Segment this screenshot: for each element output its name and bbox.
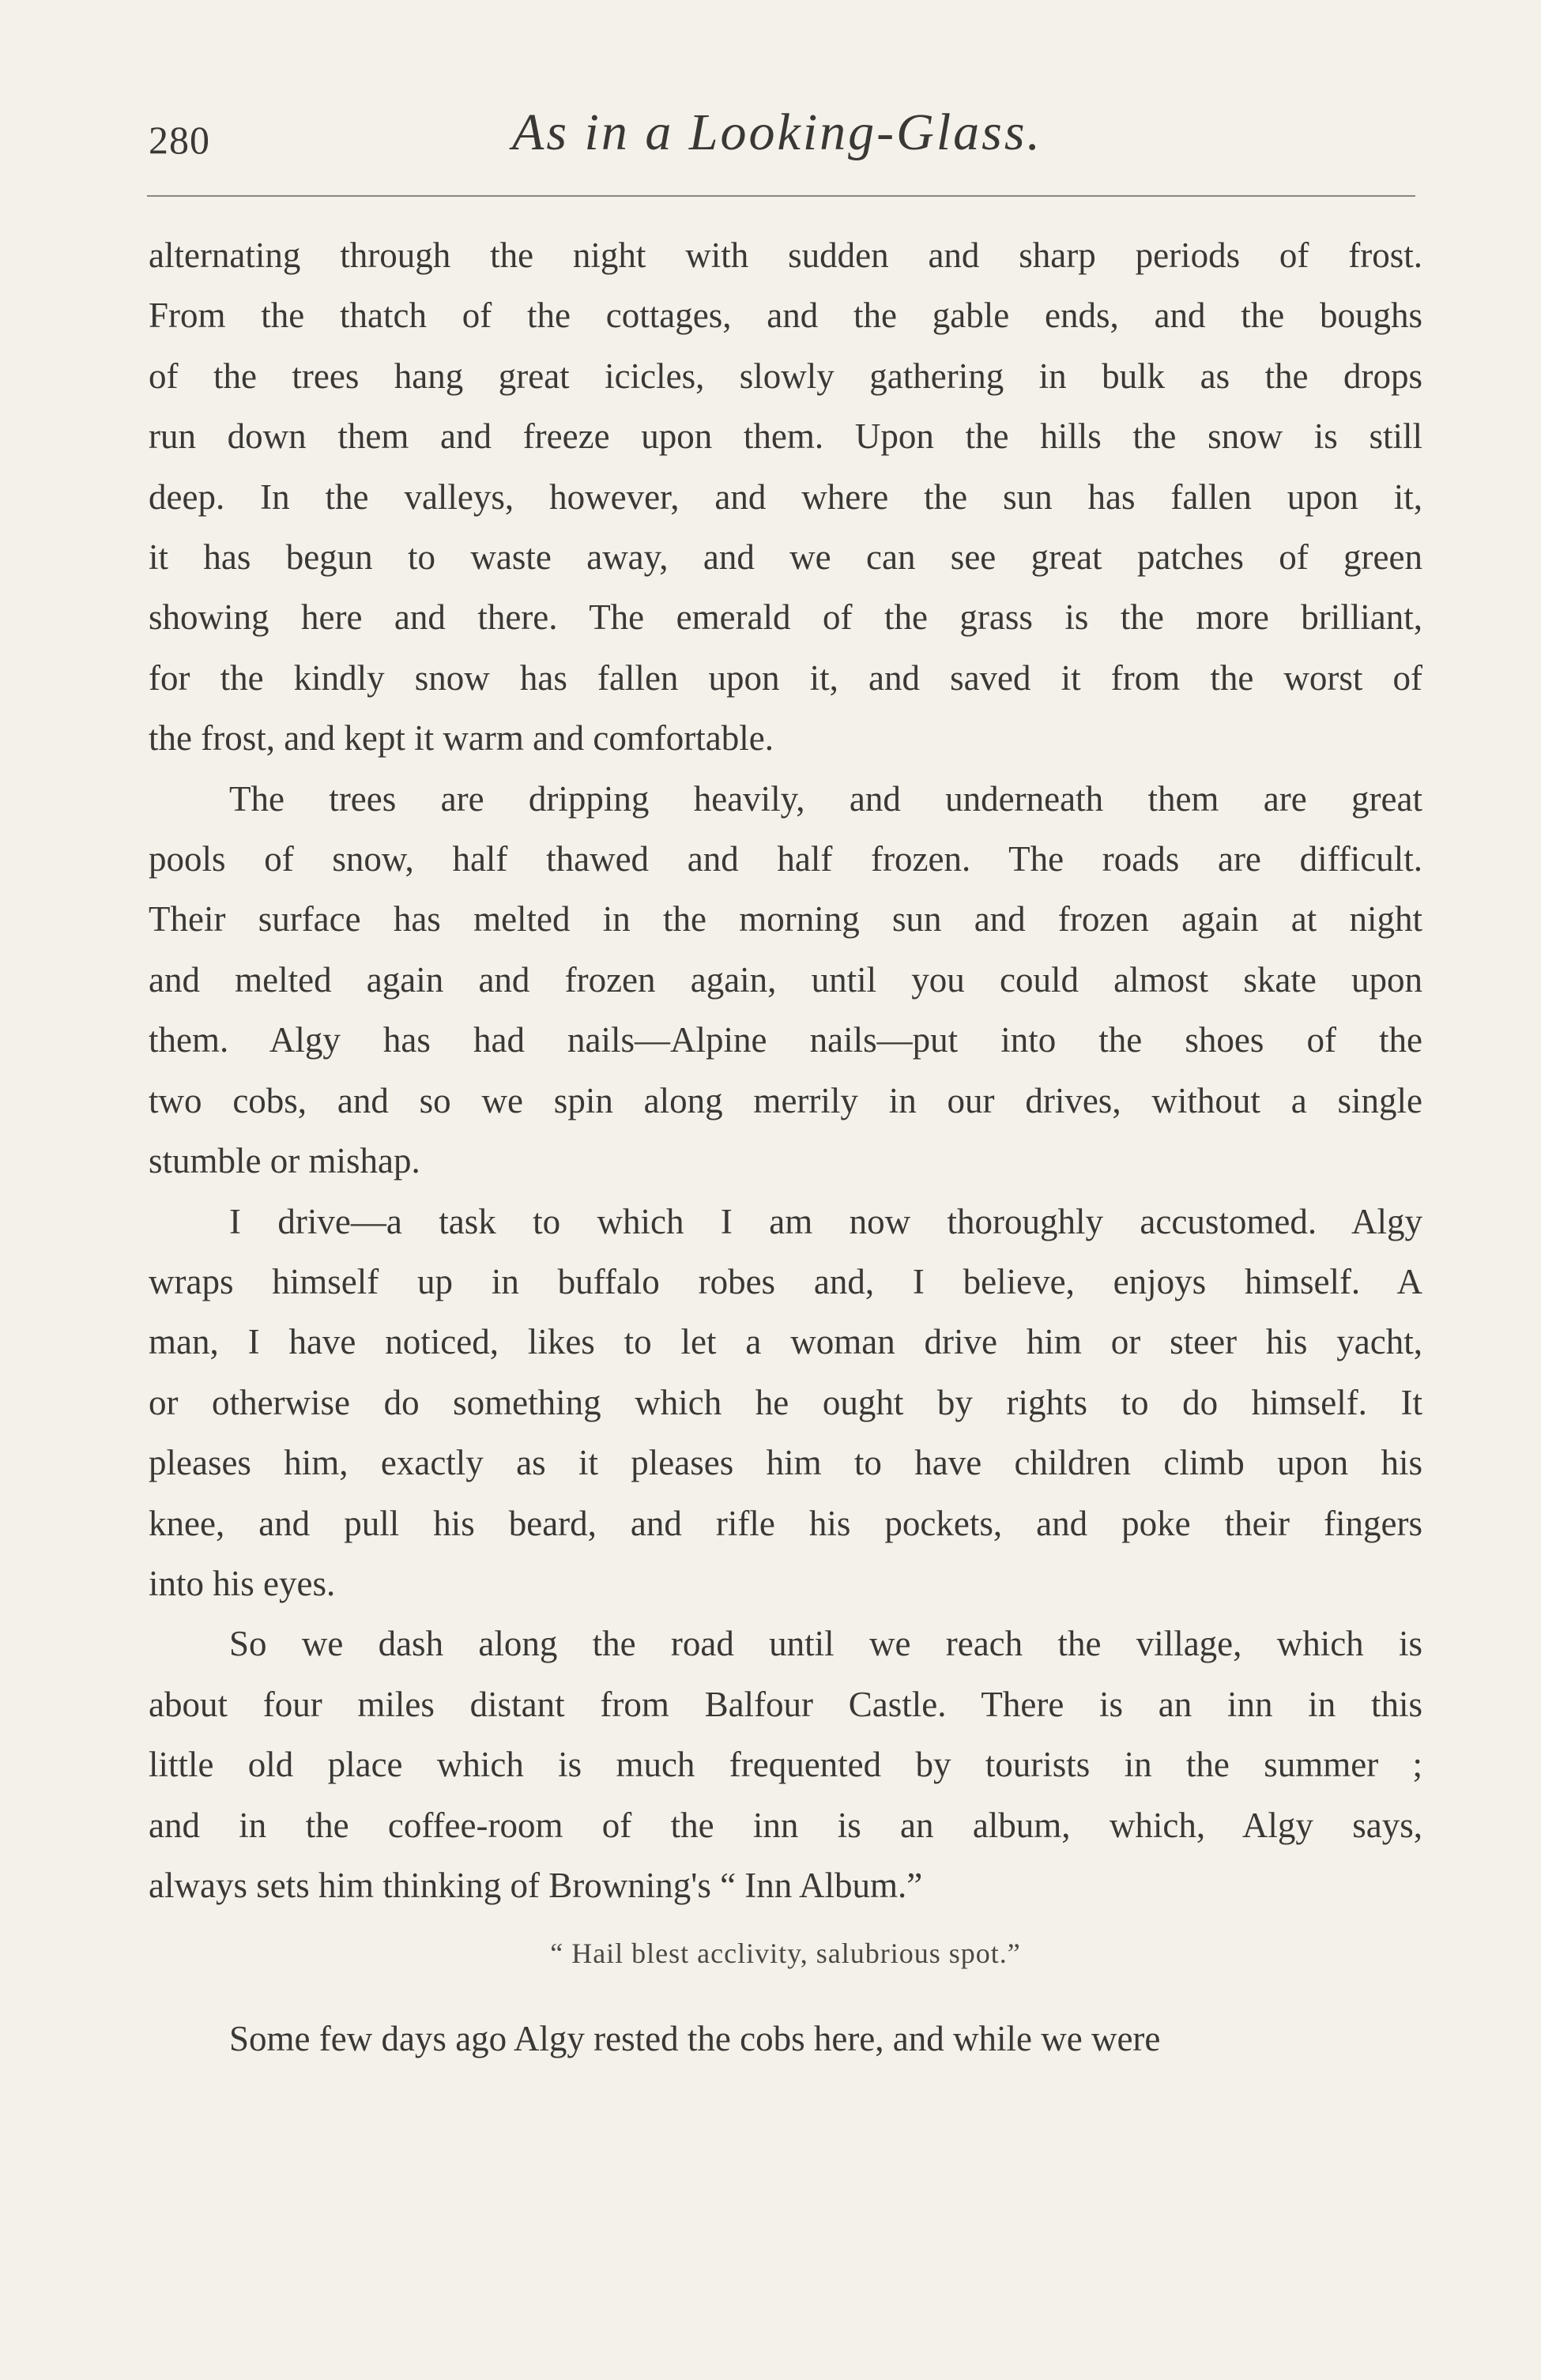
text-line: showing here and there. The emerald of the grass is the more brilliant, bbox=[149, 597, 1422, 638]
page-number: 280 bbox=[149, 118, 210, 162]
text-line: and melted again and frozen again, until you could almost skate upon bbox=[149, 959, 1422, 1000]
text-line: pools of snow, half thawed and half frozen. The roads are difficult. bbox=[149, 839, 1422, 879]
text-line: them. Algy has had nails—Alpine nails—put into the shoes of the bbox=[149, 1020, 1422, 1060]
page-header bbox=[149, 103, 1413, 174]
text-line: two cobs, and so we spin along merrily in our drives, without a single bbox=[149, 1080, 1422, 1120]
text-line: into his eyes. bbox=[149, 1563, 336, 1603]
paragraph bbox=[149, 225, 1422, 769]
text-line: of the trees hang great icicles, slowly gathering in bulk as the drops bbox=[149, 356, 1422, 396]
quotation: “ Hail blest acclivity, salubrious spot.” bbox=[550, 1938, 1021, 1970]
header-rule bbox=[147, 195, 1415, 197]
paragraph-list bbox=[149, 225, 1422, 1915]
text-line: From the thatch of the cottages, and the gable ends, and the boughs bbox=[149, 296, 1422, 336]
text-line: pleases him, exactly as it pleases him to have children climb upon his bbox=[149, 1443, 1422, 1483]
text-line: Their surface has melted in the morning sun and frozen again at night bbox=[149, 899, 1422, 940]
text-line: wraps himself up in buffalo robes and, I believe, enjoys himself. A bbox=[149, 1261, 1422, 1301]
text-line: and in the coffee-room of the inn is an album, which, Algy says, bbox=[149, 1805, 1422, 1845]
paragraph bbox=[149, 1192, 1422, 1614]
text-line: the frost, and kept it warm and comfortable. bbox=[149, 718, 774, 759]
text-line: knee, and pull his beard, and rifle his pockets, and poke their fingers bbox=[149, 1503, 1422, 1543]
running-title: As in a Looking-Glass. bbox=[512, 104, 1043, 161]
text-line: about four miles distant from Balfour Castle. There is an inn in this bbox=[149, 1684, 1422, 1724]
text-line: The trees are dripping heavily, and underneath them are great bbox=[229, 778, 1422, 819]
text-line: So we dash along the road until we reach the village, which is bbox=[229, 1624, 1422, 1664]
body-text bbox=[149, 225, 1422, 2069]
text-line: always sets him thinking of Browning's “ Inn Album.” bbox=[149, 1865, 923, 1905]
text-line: alternating through the night with sudden and sharp periods of frost. bbox=[149, 235, 1422, 275]
paragraph bbox=[149, 769, 1422, 1192]
text-line: man, I have noticed, likes to let a woman drive him or steer his yacht, bbox=[149, 1322, 1422, 1362]
text-line: deep. In the valleys, however, and where the sun has fallen upon it, bbox=[149, 476, 1422, 517]
text-line: I drive—a task to which I am now thoroughly accustomed. Algy bbox=[229, 1201, 1422, 1241]
text-line: for the kindly snow has fallen upon it, and saved it from the worst of bbox=[149, 657, 1422, 698]
text-line: it has begun to waste away, and we can see great patches of green bbox=[149, 537, 1422, 578]
paragraph bbox=[149, 2009, 1422, 2069]
paragraph bbox=[149, 1614, 1422, 1915]
text-line: run down them and freeze upon them. Upon the hills the snow is still bbox=[149, 416, 1422, 457]
text-line: stumble or mishap. bbox=[149, 1141, 420, 1181]
text-line: Some few days ago Algy rested the cobs here, and while we were bbox=[229, 2019, 1161, 2059]
closing-paragraph bbox=[149, 2009, 1422, 2069]
text-line: little old place which is much frequented by tourists in the summer ; bbox=[149, 1745, 1422, 1785]
text-line: or otherwise do something which he ought by rights to do himself. It bbox=[149, 1382, 1422, 1422]
